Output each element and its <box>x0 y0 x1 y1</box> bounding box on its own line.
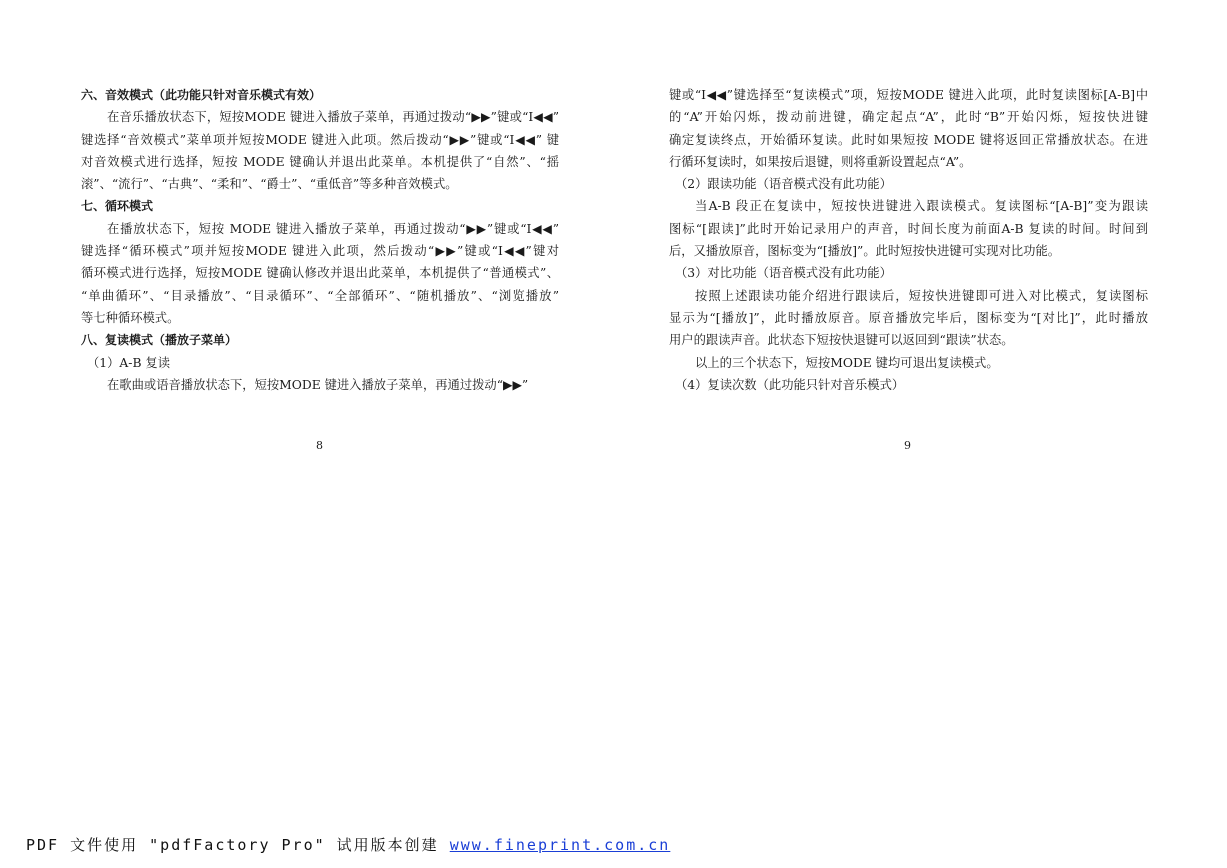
page-number: 8 <box>316 439 323 452</box>
text-line: 以上的三个状态下，短按MODE 键均可退出复读模式。 <box>695 355 999 370</box>
text-line: 键或“I◀◀”键选择至“复读模式”项，短按MODE 键进入此项，此时复读图标[A-B]中 <box>669 88 1148 102</box>
text-line: 在播放状态下，短按 MODE 键进入播放子菜单，再通过拨动“▶▶”键或“I◀◀” <box>107 221 559 236</box>
text-line: 在歌曲或语音播放状态下，短按MODE 键进入播放子菜单，再通过拨动“▶▶” <box>107 377 529 392</box>
left-page <box>81 84 559 396</box>
text-line: 后，又播放原音，图标变为“[播放]”。此时短按快进键可实现对比功能。 <box>669 244 1061 259</box>
text-line: 循环模式进行选择，短按MODE 键确认修改并退出此菜单，本机提供了“普通模式”、 <box>81 266 559 281</box>
text-line: 键选择“循环模式”项并短按MODE 键进入此项，然后拨动“▶▶”键或“I◀◀”键对 <box>81 244 559 259</box>
text-line: 键选择“音效模式”菜单项并短按MODE 键进入此项。然后拨动“▶▶”键或“I◀◀” 键 <box>81 132 559 147</box>
subsection-heading: （3）对比功能（语音模式没有此功能） <box>675 266 892 281</box>
text-line: 等七种循环模式。 <box>81 310 180 325</box>
text-line: 显示为“[播放]”，此时播放原音。原音播放完毕后，图标变为“[对比]”，此时播放 <box>669 310 1148 325</box>
page-number: 9 <box>904 439 911 452</box>
text-line: 在音乐播放状态下，短按MODE 键进入播放子菜单，再通过拨动“▶▶”键或“I◀◀” <box>107 110 559 125</box>
text-line: 滚”、“流行”、“古典”、“柔和”、“爵士”、“重低音”等多种音效模式。 <box>81 177 458 192</box>
pdf-footer <box>26 834 670 855</box>
subsection-heading: （1）A-B 复读 <box>87 355 170 370</box>
text-line: 确定复读终点，开始循环复读。此时如果短按 MODE 键将返回正常播放状态。在进 <box>669 132 1148 147</box>
right-page <box>669 84 1148 396</box>
text-line: 行循环复读时，如果按后退键，则将重新设置起点“A”。 <box>669 154 972 169</box>
section-heading: 六、音效模式（此功能只针对音乐模式有效） <box>81 88 322 102</box>
footer-text: PDF 文件使用 "pdfFactory Pro" 试用版本创建 <box>26 836 450 854</box>
text-line: 按照上述跟读功能介绍进行跟读后，短按快进键即可进入对比模式，复读图标 <box>695 288 1148 303</box>
text-line: “单曲循环”、“目录播放”、“目录循环”、“全部循环”、“随机播放”、“浏览播放” <box>81 288 559 303</box>
text-line: 的“A”开始闪烁，拨动前进键，确定起点“A”，此时“B”开始闪烁，短按快进键 <box>669 110 1148 125</box>
subsection-heading: （2）跟读功能（语音模式没有此功能） <box>675 177 892 192</box>
text-line: 当A-B 段正在复读中，短按快进键进入跟读模式。复读图标“[A-B]”变为跟读 <box>695 199 1148 214</box>
section-heading: 七、循环模式 <box>81 199 154 214</box>
section-heading: 八、复读模式（播放子菜单） <box>81 333 238 348</box>
footer-link[interactable]: www.fineprint.com.cn <box>449 836 671 854</box>
subsection-heading: （4）复读次数（此功能只针对音乐模式） <box>675 377 905 392</box>
text-line: 用户的跟读声音。此状态下短按快退键可以返回到“跟读”状态。 <box>669 333 1014 348</box>
text-line: 对音效模式进行选择，短按 MODE 键确认并退出此菜单。本机提供了“自然”、“摇 <box>81 154 559 169</box>
text-line: 图标“[跟读]”此时开始记录用户的声音，时间长度为前面A-B 复读的时间。时间到 <box>669 221 1148 236</box>
